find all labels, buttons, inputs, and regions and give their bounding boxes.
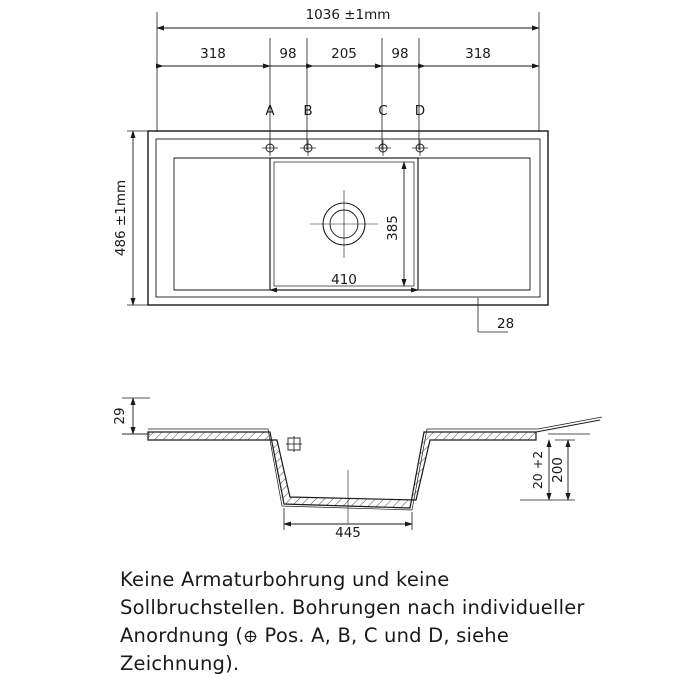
hole-label-c: C bbox=[378, 103, 388, 119]
hole-label-b: B bbox=[303, 103, 313, 119]
hole-label-a: A bbox=[265, 103, 275, 119]
hole-label-d: D bbox=[414, 103, 426, 119]
drawing-note-line-1: Keine Armaturbohrung und keine bbox=[120, 568, 450, 591]
dim-bowl-depth-label: 385 bbox=[385, 215, 401, 241]
dim-rim-height-label: 29 bbox=[112, 407, 128, 425]
dim-overall-width bbox=[157, 7, 539, 28]
tap-hole-markers bbox=[262, 140, 428, 156]
dim-seg-4-label: 98 bbox=[391, 46, 409, 62]
tap-hole-d bbox=[412, 140, 428, 156]
dim-overall-depth-label: 486 ±1mm bbox=[113, 179, 129, 257]
section-profile-hatched bbox=[148, 432, 536, 508]
dim-rim-offset-label: 28 bbox=[497, 316, 515, 332]
drawing-note-line-3a: Anordnung ( bbox=[120, 624, 244, 647]
dim-section-depths bbox=[520, 440, 575, 500]
sink-drain bbox=[310, 190, 378, 258]
dim-bowl-depth bbox=[385, 162, 404, 286]
drawing-note-line-2: Sollbruchstellen. Bohrungen nach individueller bbox=[120, 596, 585, 619]
dim-seg-3-label: 205 bbox=[331, 46, 357, 62]
drawing-note-line-3b: Pos. A, B, C und D, siehe bbox=[258, 624, 510, 647]
top-view-group bbox=[113, 7, 548, 332]
tap-hole-c bbox=[375, 140, 391, 156]
drawing-note-line-3 bbox=[120, 622, 665, 650]
dim-seg-1-label: 318 bbox=[200, 46, 226, 62]
dim-bowl-bottom-width-label: 445 bbox=[335, 525, 361, 541]
dim-rim-offset bbox=[478, 298, 514, 332]
dim-overall-depth bbox=[113, 131, 160, 305]
crosshair-circle-icon bbox=[244, 630, 257, 643]
dim-seg-2-label: 98 bbox=[279, 46, 297, 62]
top-view-extension-lines bbox=[157, 12, 539, 150]
dim-seg-5-label: 318 bbox=[465, 46, 491, 62]
drawing-note bbox=[120, 566, 665, 678]
dim-overall-width-label: 1036 ±1mm bbox=[305, 7, 391, 23]
tap-hole-a bbox=[262, 140, 278, 156]
dim-bowl-depth-tolerance-label: 20 +2 bbox=[530, 450, 545, 490]
dim-bowl-width bbox=[270, 268, 418, 290]
tap-hole-b bbox=[300, 140, 316, 156]
dim-bowl-width-label: 410 bbox=[331, 272, 357, 288]
dim-rim-height bbox=[112, 398, 150, 434]
section-view-group bbox=[112, 398, 602, 541]
section-right-taper-2 bbox=[538, 417, 602, 429]
dim-segment-chain bbox=[157, 46, 539, 66]
dim-bowl-depth-section-label: 200 bbox=[550, 457, 566, 483]
hole-position-labels bbox=[265, 103, 425, 119]
drawing-note-line-4: Zeichnung). bbox=[120, 652, 240, 675]
section-tap-hole-marker bbox=[286, 436, 302, 452]
section-right-taper bbox=[536, 420, 600, 432]
